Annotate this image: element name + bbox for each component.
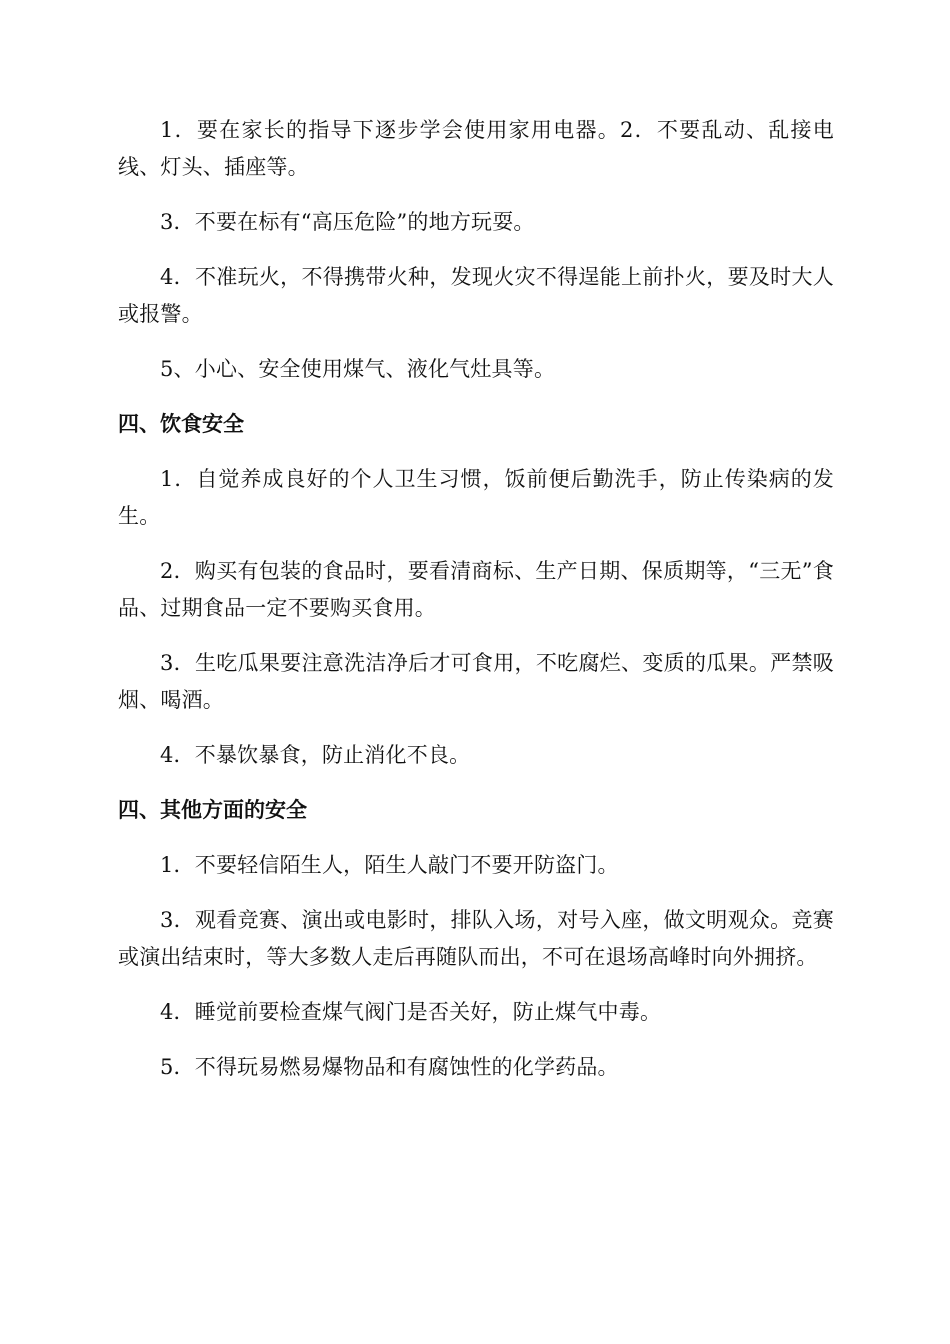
heading-food-safety: 四、饮食安全	[118, 412, 244, 436]
paragraph-food-1: 1．自觉养成良好的个人卫生习惯，饭前便后勤洗手，防止传染病的发生。	[118, 467, 834, 528]
paragraph-electric-4: 4．不准玩火，不得携带火种，发现火灾不得逞能上前扑火，要及时大人或报警。	[118, 265, 834, 326]
paragraph-other-3: 3．观看竞赛、演出或电影时，排队入场，对号入座，做文明观众。竞赛或演出结束时，等大多数人走后再随队而出，不可在退场高峰时向外拥挤。	[118, 908, 834, 969]
paragraph-electric-1: 1．要在家长的指导下逐步学会使用家用电器。2．不要乱动、乱接电线、灯头、插座等。	[118, 118, 834, 179]
paragraph-electric-3: 3．不要在标有“高压危险”的地方玩耍。	[160, 210, 535, 234]
document-page	[118, 112, 834, 1104]
paragraph-food-3: 3．生吃瓜果要注意洗洁净后才可食用，不吃腐烂、变质的瓜果。严禁吸烟、喝酒。	[118, 651, 834, 712]
paragraph-other-4: 4．睡觉前要检查煤气阀门是否关好，防止煤气中毒。	[160, 1000, 662, 1024]
paragraph-food-4: 4．不暴饮暴食，防止消化不良。	[160, 743, 471, 767]
heading-other-safety: 四、其他方面的安全	[118, 798, 307, 822]
paragraph-other-1: 1．不要轻信陌生人，陌生人敲门不要开防盗门。	[160, 853, 619, 877]
paragraph-other-5: 5．不得玩易燃易爆物品和有腐蚀性的化学药品。	[160, 1055, 619, 1079]
paragraph-food-2: 2．购买有包装的食品时，要看清商标、生产日期、保质期等，“三无”食品、过期食品一定不要购买食用。	[118, 559, 834, 620]
paragraph-electric-5: 5、小心、安全使用煤气、液化气灶具等。	[160, 357, 556, 381]
